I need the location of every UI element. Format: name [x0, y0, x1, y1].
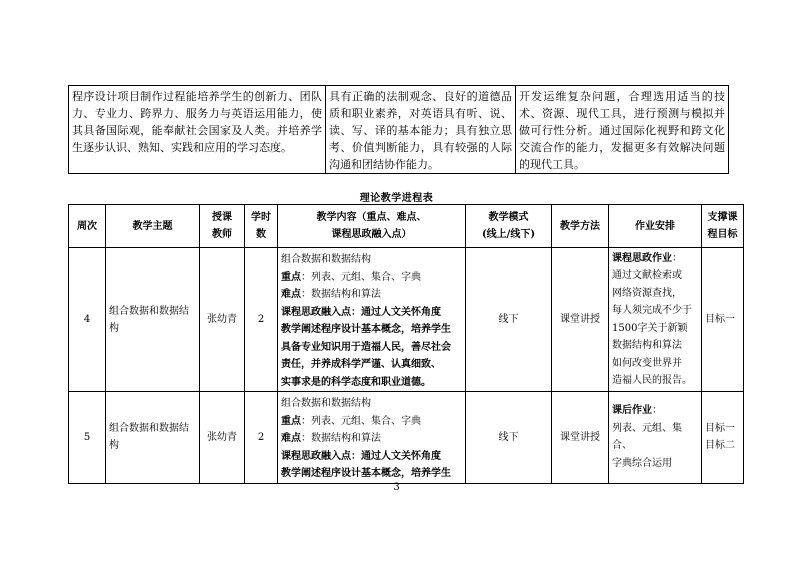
homework-line: 1500字关于新颖 — [612, 322, 688, 334]
header-homework: 作业安排 — [609, 205, 702, 248]
mode-cell: 线下 — [466, 392, 552, 484]
header-method: 教学方法 — [552, 205, 609, 248]
header-mode-line1: 教学模式 — [488, 212, 529, 223]
goal-cell — [702, 392, 744, 484]
difficulty-label: 难点 — [281, 433, 301, 444]
goal-line: 目标一 — [705, 314, 735, 325]
ideology-line: 教学阐述程序设计基本概念，培养学生 — [281, 468, 451, 479]
ideology-text: ：通过人文关怀角度 — [351, 306, 441, 318]
header-mode — [466, 205, 552, 248]
ideology-line: 教学阐述程序设计基本概念，培养学生 — [281, 324, 451, 335]
schedule-title: 理论教学进程表 — [359, 193, 434, 204]
homework-line: 数据结构和算法 — [612, 340, 682, 351]
goal-line: 目标一 — [705, 423, 735, 435]
header-week: 周次 — [69, 205, 106, 248]
homework-line: 通过文献检索或 — [612, 270, 682, 281]
homework-heading — [612, 250, 698, 268]
content-line: 组合数据和数据结构 — [281, 398, 371, 409]
key-point-line — [281, 413, 462, 431]
homework-label: 课后作业 — [612, 405, 652, 417]
header-content — [278, 205, 466, 248]
week-cell: 4 — [69, 248, 106, 392]
homework-heading — [612, 402, 698, 420]
topic-cell: 组合数据和数据结构 — [106, 248, 200, 392]
homework-cell — [609, 248, 702, 392]
hours-cell: 2 — [245, 248, 278, 392]
header-goal — [702, 205, 744, 248]
ideology-line: 实事求是的科学态度和职业道德。 — [281, 376, 431, 388]
method-cell: 课堂讲授 — [552, 248, 609, 392]
homework-colon: ： — [672, 252, 682, 264]
header-hours-line1: 学时 — [251, 212, 271, 223]
header-topic: 教学主题 — [106, 205, 200, 248]
header-row — [69, 205, 744, 248]
difficulty-text: ：数据结构和算法 — [301, 289, 381, 300]
page-number: 3 — [393, 482, 400, 493]
schedule-table — [68, 204, 744, 484]
key-point-label: 重点 — [281, 415, 301, 427]
header-goal-line1: 支撑课 — [707, 212, 738, 223]
method-cell: 课堂讲授 — [552, 392, 609, 484]
header-mode-line2: (线上/线下) — [481, 229, 536, 240]
ideology-line: 责任，并养成科学严谨、认真细致、 — [281, 359, 441, 370]
difficulty-label: 难点 — [281, 289, 301, 300]
homework-line: 造福人民的报告。 — [612, 375, 692, 386]
key-point-text: ：列表、元组、集合、字典 — [301, 271, 421, 283]
outcome-cell-3: 开发运维复杂问题，合理选用适当的技术、资源、现代工具，进行预测与模拟并做可行性分析。通过国际化视野和跨文化交流合作的能力，发掘更多有效解决问题的现代工具。 — [516, 86, 729, 174]
content-cell — [278, 248, 466, 392]
header-teacher — [200, 205, 245, 248]
homework-line: 网络资源查找， — [612, 287, 682, 299]
header-hours-line2: 数 — [256, 229, 266, 240]
teacher-cell: 张幼青 — [200, 392, 245, 484]
outcomes-table — [68, 85, 729, 174]
hours-cell: 2 — [245, 392, 278, 484]
header-content-line2: 课程思政融入点） — [331, 229, 412, 240]
homework-line: 字典综合运用 — [612, 457, 672, 469]
ideology-label: 课程思政融入点 — [281, 450, 351, 462]
homework-label: 课程思政作业 — [612, 252, 672, 264]
header-hours — [245, 205, 278, 248]
key-point-line — [281, 269, 462, 287]
table-row — [69, 392, 744, 484]
header-goal-line2: 程目标 — [707, 229, 738, 240]
header-content-line1: 教学内容（重点、难点、 — [316, 212, 427, 223]
teacher-cell: 张幼青 — [200, 248, 245, 392]
table-row — [69, 248, 744, 392]
key-point-text: ：列表、元组、集合、字典 — [301, 415, 421, 427]
homework-line: 列表、元组、集合、 — [612, 422, 682, 452]
outcome-cell-2: 具有正确的法制观念、良好的道德品质和职业素养，对英语具有听、说、读、写、译的基本能力；具有独立思考、价值判断能力，具有较强的人际沟通和团结协作能力。 — [326, 86, 516, 174]
homework-cell — [609, 392, 702, 484]
header-teacher-line2: 教师 — [212, 229, 232, 240]
week-cell: 5 — [69, 392, 106, 484]
ideology-line: 具备专业知识用于造福人民，善尽社会 — [281, 341, 451, 353]
goal-cell — [702, 248, 744, 392]
key-point-label: 重点 — [281, 271, 301, 283]
content-cell — [278, 392, 466, 484]
homework-line: 每人须完成不少于 — [612, 305, 692, 316]
homework-line: 如何改变世界并 — [612, 357, 682, 369]
mode-cell: 线下 — [466, 248, 552, 392]
content-line: 组合数据和数据结构 — [281, 254, 371, 265]
outcome-cell-1: 程序设计项目制作过程能培养学生的创新力、团队力、专业力、跨界力、服务力与英语运用能力，使其具备国际观，能奉献社会国家及人类。并培养学生逐步认识、熟知、实践和应用的学习态度。 — [69, 86, 326, 174]
topic-cell: 组合数据和数据结构 — [106, 392, 200, 484]
header-teacher-line1: 授课 — [212, 212, 232, 223]
difficulty-line — [281, 430, 462, 448]
difficulty-text: ：数据结构和算法 — [301, 433, 381, 444]
ideology-text: ：通过人文关怀角度 — [351, 450, 441, 462]
homework-colon: ： — [652, 405, 662, 417]
ideology-label: 课程思政融入点 — [281, 306, 351, 318]
goal-line: 目标二 — [705, 440, 735, 452]
difficulty-line — [281, 286, 462, 304]
ideology-line — [281, 448, 462, 466]
ideology-line — [281, 304, 462, 322]
